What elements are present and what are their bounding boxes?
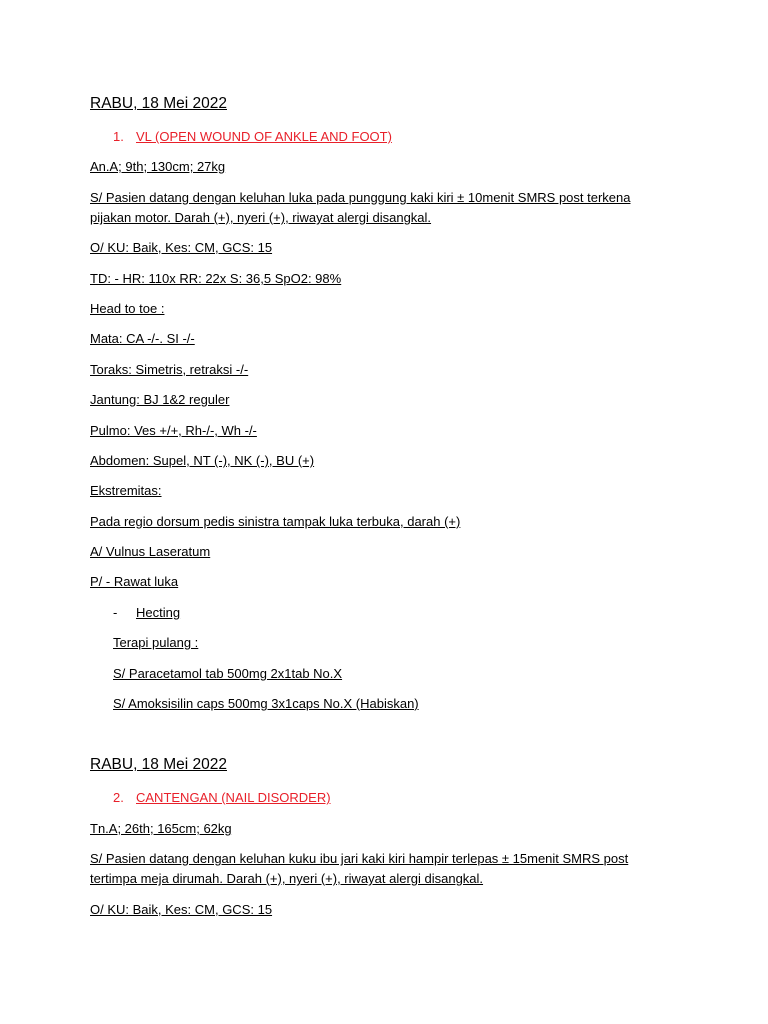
head-to-toe-label: Head to toe : xyxy=(90,301,165,316)
entry-number: 2. xyxy=(113,790,124,805)
patient-info: An.A; 9th; 130cm; 27kg xyxy=(90,159,226,174)
entry-date: RABU, 18 Mei 2022 xyxy=(90,756,227,773)
terapi-item: S/ Amoksisilin caps 500mg 3x1caps No.X (Habiskan) xyxy=(113,696,419,711)
plan-line: P/ - Rawat luka xyxy=(90,574,179,589)
entry-title: VL (OPEN WOUND OF ANKLE AND FOOT) xyxy=(136,129,392,144)
exam-jantung: Jantung: BJ 1&2 reguler xyxy=(90,392,230,407)
plan-item: Hecting xyxy=(136,605,181,620)
exam-ekstremitas: Ekstremitas: xyxy=(90,483,162,498)
terapi-label: Terapi pulang : xyxy=(113,635,199,650)
entry-number: 1. xyxy=(113,129,124,144)
subjective-line: S/ Pasien datang dengan keluhan luka pada punggung kaki kiri ± 10menit SMRS post terkena xyxy=(90,190,631,205)
subjective-line: pijakan motor. Darah (+), nyeri (+), riwayat alergi disangkal. xyxy=(90,210,432,225)
assessment-line: A/ Vulnus Laseratum xyxy=(90,544,211,559)
exam-toraks: Toraks: Simetris, retraksi -/- xyxy=(90,362,249,377)
plan-bullet: - xyxy=(113,605,118,620)
subjective-line: tertimpa meja dirumah. Darah (+), nyeri (+), riwayat alergi disangkal. xyxy=(90,871,484,886)
exam-mata: Mata: CA -/-. SI -/- xyxy=(90,331,195,346)
patient-info: Tn.A; 26th; 165cm; 62kg xyxy=(90,821,232,836)
exam-findings: Pada regio dorsum pedis sinistra tampak luka terbuka, darah (+) xyxy=(90,514,461,529)
exam-abdomen: Abdomen: Supel, NT (-), NK (-), BU (+) xyxy=(90,453,315,468)
objective-line: O/ KU: Baik, Kes: CM, GCS: 15 xyxy=(90,902,273,917)
entry-date: RABU, 18 Mei 2022 xyxy=(90,95,227,112)
entry-title: CANTENGAN (NAIL DISORDER) xyxy=(136,790,331,805)
exam-pulmo: Pulmo: Ves +/+, Rh-/-, Wh -/- xyxy=(90,423,257,438)
objective-line: O/ KU: Baik, Kes: CM, GCS: 15 xyxy=(90,240,273,255)
terapi-item: S/ Paracetamol tab 500mg 2x1tab No.X xyxy=(113,666,343,681)
vitals-line: TD: - HR: 110x RR: 22x S: 36,5 SpO2: 98% xyxy=(90,271,342,286)
subjective-line: S/ Pasien datang dengan keluhan kuku ibu jari kaki kiri hampir terlepas ± 15menit SMRS post xyxy=(90,851,629,866)
